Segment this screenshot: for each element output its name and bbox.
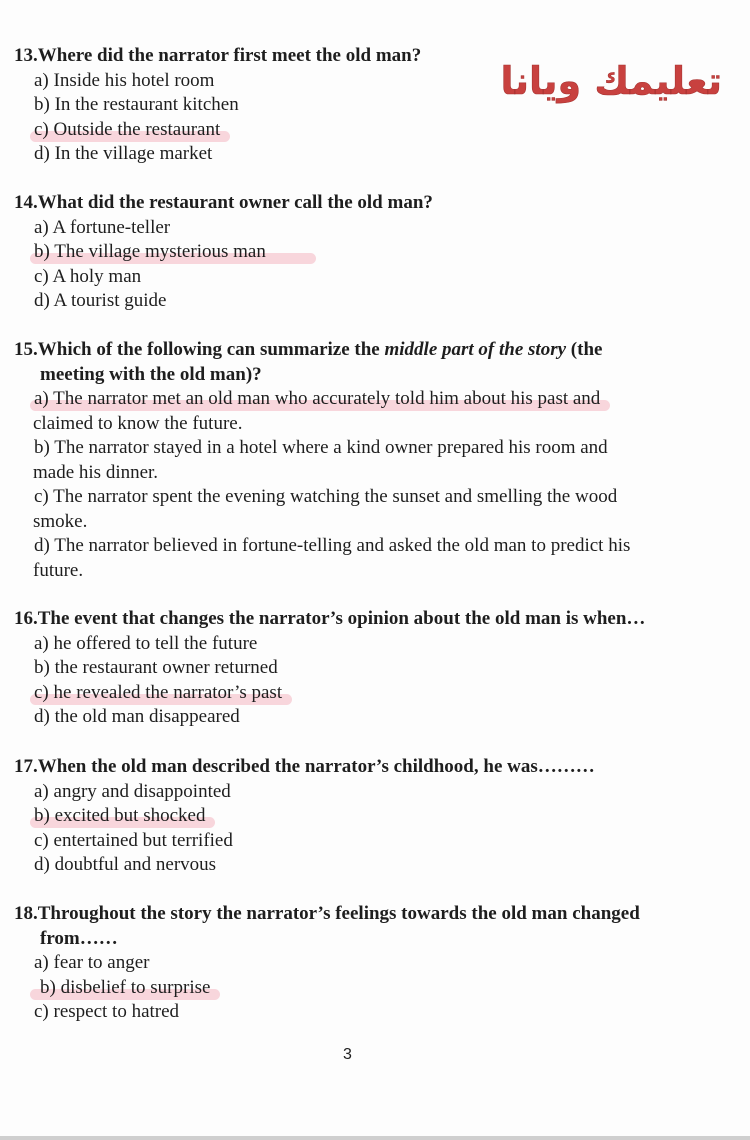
q18-option-b: b) disbelief to surprise [34,977,210,998]
question-13-text: 13.Where did the narrator first meet the old man? [14,45,422,66]
q17-option-b: b) excited but shocked [34,805,206,826]
question-18-text: 18.Throughout the story the narrator’s feelings towards the old man changed from…… [14,903,640,949]
question-15 [14,338,744,583]
q13-option-d: d) In the village market [34,143,213,164]
question-14 [14,191,734,314]
question-18 [14,902,734,1025]
q14-option-c: c) A holy man [34,265,142,287]
q16-option-d: d) the old man disappeared [34,706,240,727]
question-13 [14,44,734,167]
q16-option-b: b) the restaurant owner returned [34,657,278,678]
question-15-text: 15.Which of the following can summarize the middle part of the story (the meeting with the old man)? [14,339,603,385]
question-17-text: 17.When the old man described the narrator’s childhood, he was……… [14,756,595,777]
logo-text: تعليمك ويانا [500,59,722,103]
q17-option-c: c) entertained but terrified [34,829,233,851]
q15-option-c: c) The narrator spent the evening watching the sunset and smelling the wood smoke. [33,486,618,532]
q16-option-a: a) he offered to tell the future [34,632,258,654]
q14-option-b: b) The village mysterious man [34,241,306,262]
q13-option-c: c) Outside the restaurant [34,118,221,140]
q14-option-d: d) A tourist guide [34,290,167,311]
q17-option-a: a) angry and disappointed [34,780,231,802]
q16-option-c: c) he revealed the narrator’s past [34,681,283,703]
q18-option-a: a) fear to anger [34,952,150,973]
q13-option-b: b) In the restaurant kitchen [34,94,239,115]
question-16-text: 16.The event that changes the narrator’s opinion about the old man is when… [14,608,646,629]
q14-option-a: a) A fortune-teller [34,216,171,238]
q15-option-b: b) The narrator stayed in a hotel where a kind owner prepared his room and made his dinner. [33,437,608,483]
q18-option-c: c) respect to hatred [34,1001,180,1022]
question-16 [14,607,734,730]
q13-option-a: a) Inside his hotel room [34,69,215,91]
page-number: 3 [343,1046,352,1063]
bottom-divider [0,1136,750,1140]
question-14-text: 14.What did the restaurant owner call the old man? [14,192,433,213]
q15-option-a: a) The narrator met an old man who accurately told him about his past and claimed to know the future. [33,388,601,434]
q15-option-d: d) The narrator believed in fortune-telling and asked the old man to predict his future. [33,535,631,581]
q17-option-d: d) doubtful and nervous [34,854,217,875]
question-17 [14,755,734,878]
